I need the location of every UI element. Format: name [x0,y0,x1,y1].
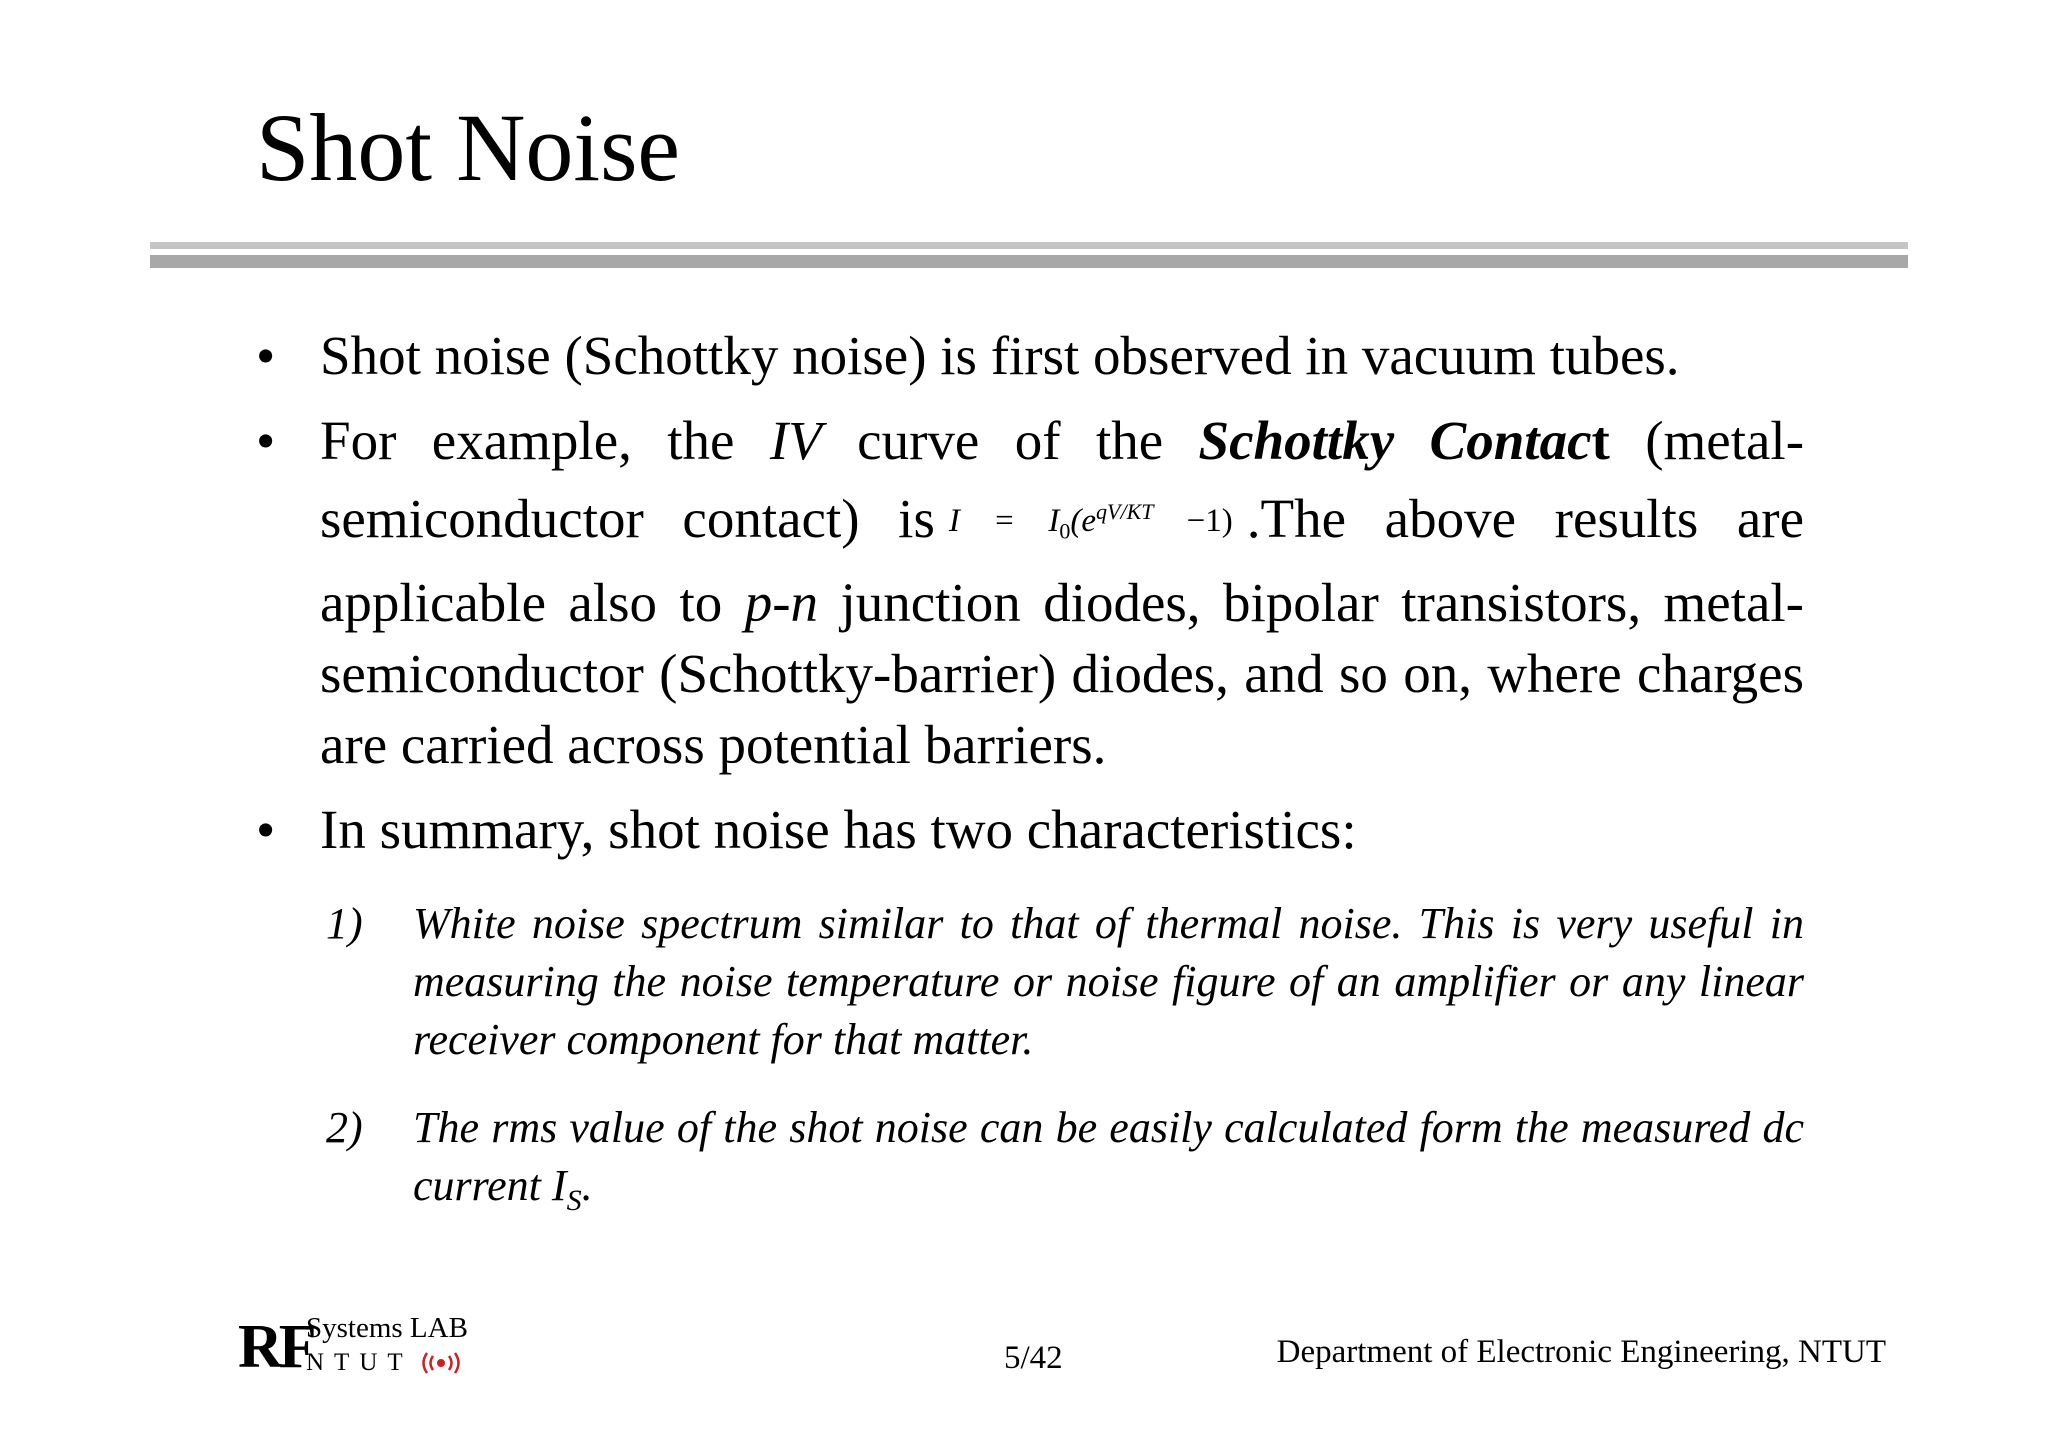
bullet-text-part: For example, the [320,410,770,471]
equation-open: (e [1070,503,1097,539]
equation-exponent: qV/KT [1096,499,1154,524]
item-text: White noise spectrum similar to that of thermal noise. This is very useful in measuring the noise temperature or noise figure of an amplifier or any linear receiver component for that matter. [413,898,1804,1064]
equation-lhs: I = I [948,503,1060,539]
logo-rf: RF [238,1313,313,1381]
page-number: 5/42 [1004,1340,1063,1376]
pn-term: p-n [744,571,819,633]
bullet-text-part: (metal-semiconductor contact) is [320,410,1805,549]
title-rule-bottom [150,255,1908,268]
slide-footer [0,1310,2048,1400]
bullet-text: Shot noise (Schottky noise) is first observed in vacuum tubes. [320,325,1680,386]
slide-title: Shot Noise [256,94,681,201]
bullet-text-part: .The above results are applicable also to [320,488,1804,633]
item-subscript: S [566,1183,582,1217]
department-name: Department of Electronic Engineering, NTUT [1276,1334,1886,1370]
bullet-text-part: curve of the [821,410,1199,471]
numbered-item-1 [256,895,1804,1069]
numbered-item-2 [256,1099,1804,1230]
bullet-text: In summary, shot noise has two characteristics: [320,798,1357,860]
rf-systems-lab-logo [238,1314,498,1384]
slide-content [256,320,1804,1229]
schottky-contact-term-end: t [1591,410,1610,471]
item-text: The rms value of the shot noise can be easily calculated form the measured dc current I [413,1102,1804,1210]
radio-wave-icon [414,1350,468,1376]
title-rule-top [150,242,1908,249]
schottky-contact-term: Schottky Contac [1198,410,1592,471]
bullet-item-1 [256,320,1804,391]
bullet-item-3 [256,794,1804,865]
iv-equation [935,499,1247,544]
bullet-text-part: junction diodes, bipolar transistors, metal-semiconductor (Schottky-barrier) diodes, and so on, where charges are carried across potential barriers. [320,571,1804,775]
logo-systems-lab: Systems LAB [306,1312,468,1344]
logo-ntut: NTUT [306,1349,413,1376]
bullet-dot: • [256,325,276,386]
bullet-text [320,405,1804,780]
item-text-end: . [581,1160,593,1210]
item-number: 2) [326,1102,363,1152]
bullet-dot: • [256,410,276,471]
item-number: 1) [326,898,363,948]
bullet-dot: • [256,798,276,860]
bullet-item-2 [256,405,1804,780]
iv-term: IV [769,410,822,471]
equation-minus-one: −1) [1153,503,1233,539]
equation-subscript: 0 [1059,518,1071,544]
